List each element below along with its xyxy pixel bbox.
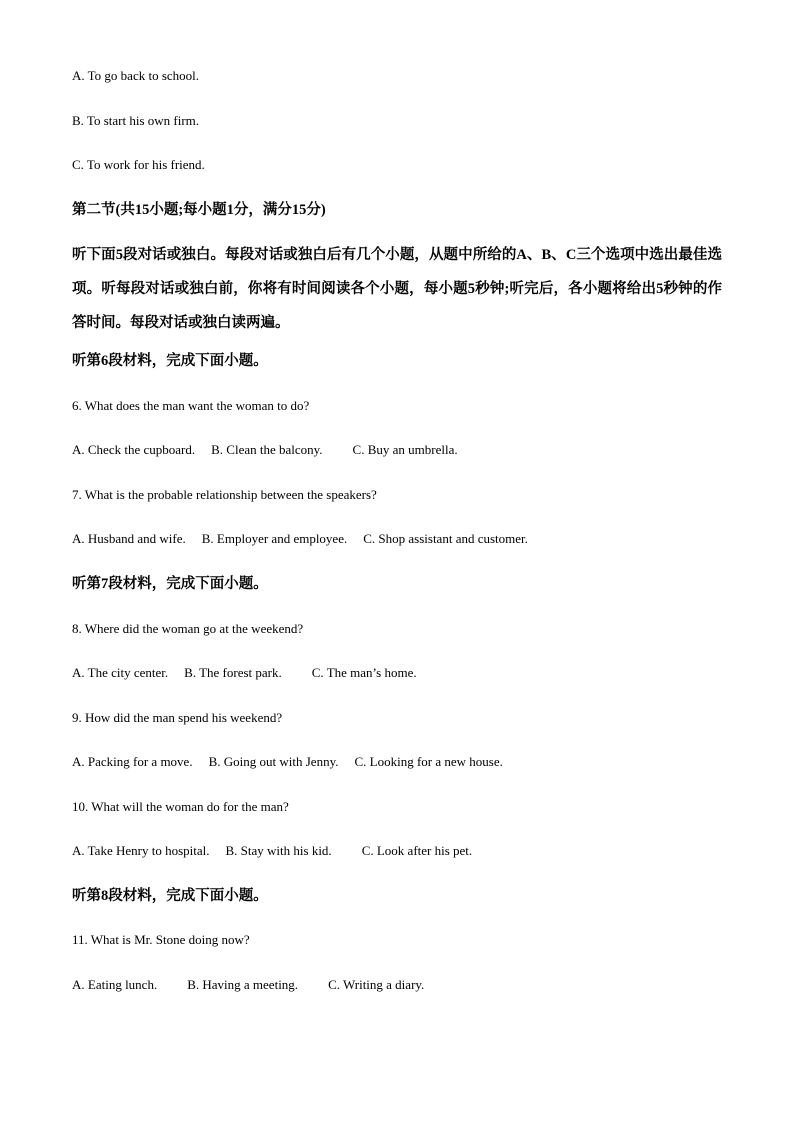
q11-option-a: A. Eating lunch.	[72, 977, 158, 992]
q10-option-a: A. Take Henry to hospital.	[72, 843, 210, 858]
q11-option-b: B. Having a meeting.	[187, 977, 299, 992]
question-9: 9. How did the man spend his weekend?	[72, 710, 283, 725]
section-instructions: 听下面5段对话或独白。每段对话或独白后有几个小题，从题中所给的A、B、C三个选项中选出最佳选项。听每段对话或独白前，你将有时间阅读各个小题，每小题5秒钟;听完后，各小题将给出5秒钟的作答时间。每段对话或独白读两遍。	[72, 247, 722, 331]
q5-option-a: A. To go back to school.	[72, 68, 200, 83]
material-7-heading: 听第7段材料，完成下面小题。	[72, 576, 268, 592]
q8-option-a: A. The city center.	[72, 665, 169, 680]
material-6-heading: 听第6段材料，完成下面小题。	[72, 353, 268, 369]
q9-option-a: A. Packing for a move.	[72, 754, 193, 769]
q7-option-c: C. Shop assistant and customer.	[363, 531, 528, 546]
q6-option-a: A. Check the cupboard.	[72, 442, 196, 457]
q10-option-b: B. Stay with his kid.	[225, 843, 332, 858]
q10-option-c: C. Look after his pet.	[361, 843, 473, 858]
question-6: 6. What does the man want the woman to do?	[72, 398, 310, 413]
question-7: 7. What is the probable relationship between the speakers?	[72, 487, 377, 502]
q7-option-b: B. Employer and employee.	[201, 531, 348, 546]
question-8-options	[72, 665, 417, 681]
question-8: 8. Where did the woman go at the weekend?	[72, 621, 304, 636]
q8-option-c: C. The man’s home.	[311, 665, 417, 680]
q6-option-c: C. Buy an umbrella.	[352, 442, 458, 457]
question-6-options	[72, 442, 458, 458]
material-8-heading: 听第8段材料，完成下面小题。	[72, 888, 268, 904]
q5-option-b: B. To start his own firm.	[72, 113, 200, 128]
question-9-options	[72, 754, 503, 770]
q9-option-b: B. Going out with Jenny.	[208, 754, 339, 769]
question-10: 10. What will the woman do for the man?	[72, 799, 289, 814]
q9-option-c: C. Looking for a new house.	[354, 754, 503, 769]
section-title: 第二节(共15小题;每小题1分，满分15分)	[72, 202, 326, 218]
q8-option-b: B. The forest park.	[184, 665, 282, 680]
q7-option-a: A. Husband and wife.	[72, 531, 186, 546]
q11-option-c: C. Writing a diary.	[328, 977, 425, 992]
q6-option-b: B. Clean the balcony.	[211, 442, 323, 457]
question-11-options	[72, 977, 424, 993]
question-10-options	[72, 843, 472, 859]
question-11: 11. What is Mr. Stone doing now?	[72, 932, 250, 947]
q5-option-c: C. To work for his friend.	[72, 157, 205, 172]
question-7-options	[72, 531, 528, 547]
